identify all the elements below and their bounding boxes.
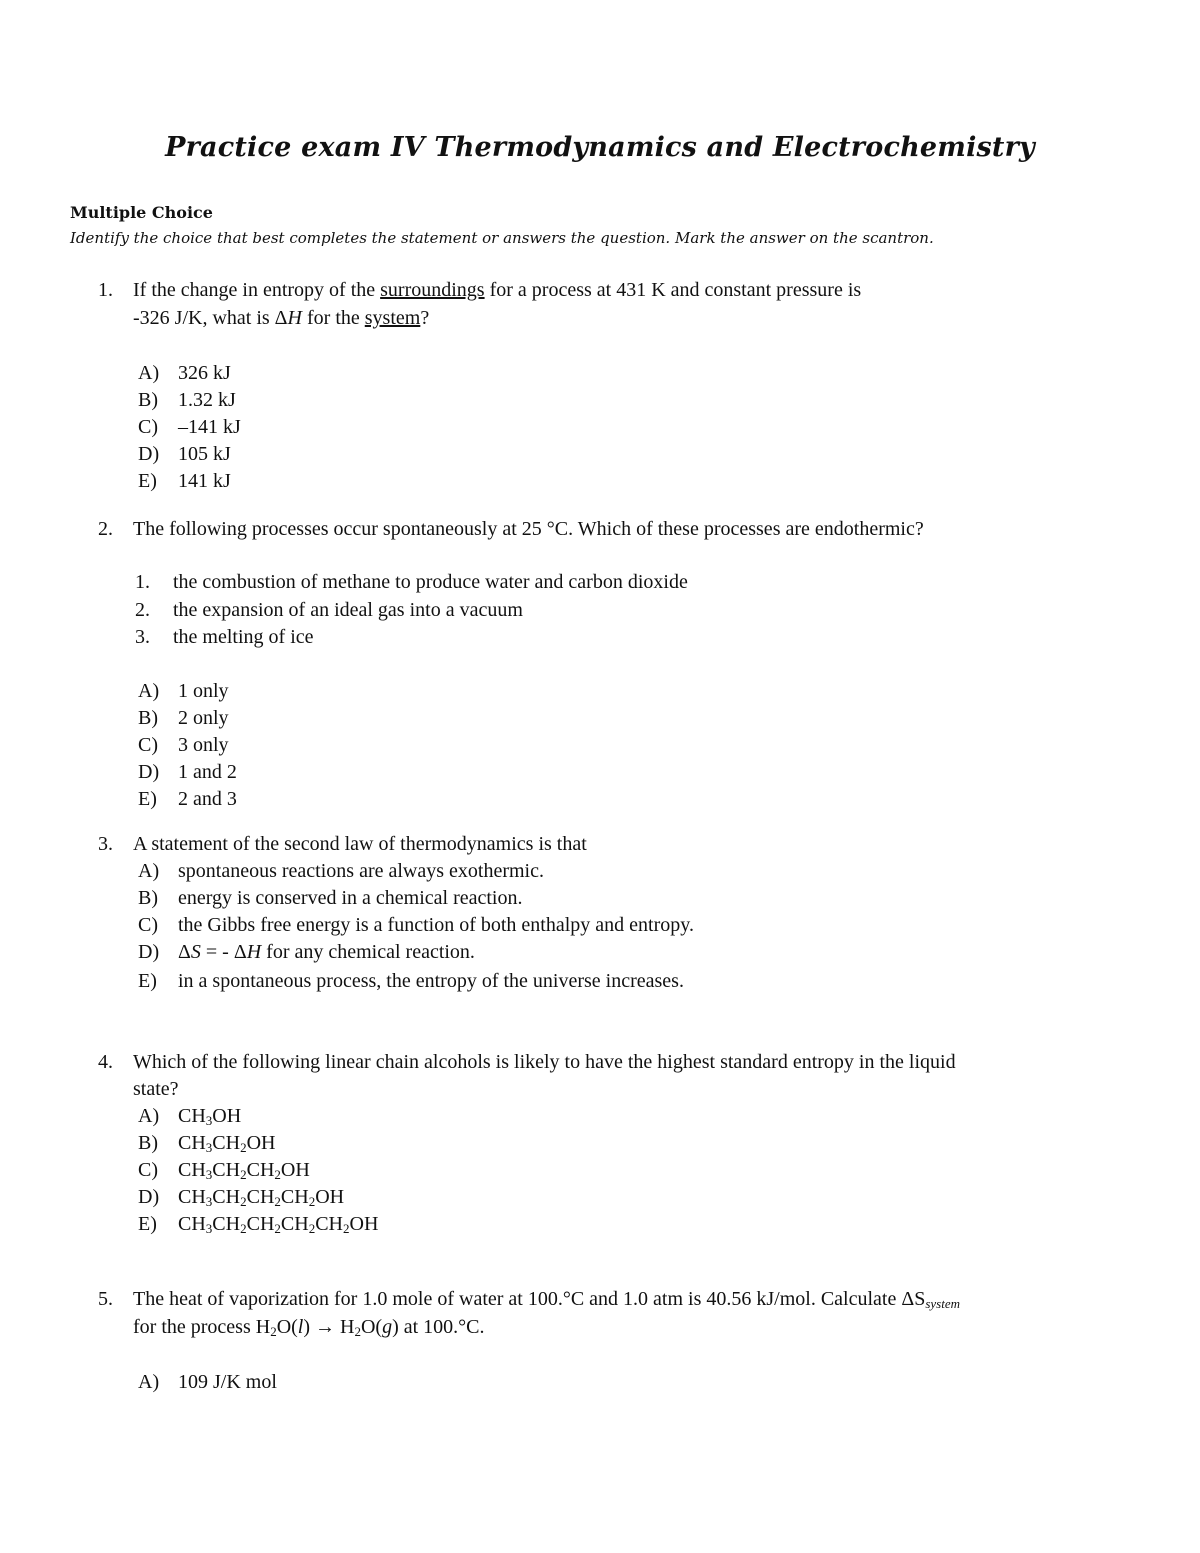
list-item: 3. the melting of ice xyxy=(135,626,314,648)
underlined-term: surroundings xyxy=(380,279,485,301)
answer-option-c[interactable]: C) the Gibbs free energy is a function of both enthalpy and entropy. xyxy=(138,914,694,936)
answer-option-a[interactable]: A) 1 only xyxy=(138,680,229,702)
question-number: 2. xyxy=(98,518,113,540)
answer-option-d[interactable]: D) ΔS = - ΔH for any chemical reaction. xyxy=(138,941,475,963)
question-text: Which of the following linear chain alcohols is likely to have the highest standard entropy in the liquid xyxy=(133,1051,956,1073)
answer-option-b[interactable]: B) 2 only xyxy=(138,707,229,729)
chemical-formula: $CH_3CH_2OH$ xyxy=(178,1132,276,1155)
question-number: 5. xyxy=(98,1288,113,1310)
section-heading: Multiple Choice xyxy=(70,203,213,222)
underlined-term: system xyxy=(364,307,421,329)
question-number: 1. xyxy=(98,279,113,301)
answer-option-b[interactable]: B) 1.32 kJ xyxy=(138,389,236,411)
chemical-formula: $CH_3CH_2CH_2OH$ xyxy=(178,1159,310,1182)
answer-option-c[interactable]: C) 3 only xyxy=(138,734,229,756)
section-instructions: Identify the choice that best completes the statement or answers the question. Mark the answer on the scantron. xyxy=(70,229,934,247)
chemical-formula: $CH_3CH_2CH_2CH_2OH$ xyxy=(178,1186,345,1209)
question-text: A statement of the second law of thermodynamics is that xyxy=(133,833,587,855)
answer-option-c[interactable]: C) –141 kJ xyxy=(138,416,241,438)
answer-option-a[interactable]: A) $CH_3OH$ xyxy=(138,1105,242,1128)
chemical-formula: $CH_3CH_2CH_2CH_2CH_2OH$ xyxy=(178,1213,379,1236)
answer-option-e[interactable]: E) 2 and 3 xyxy=(138,788,237,810)
chemical-formula: $CH_3OH$ xyxy=(178,1105,242,1128)
question-text: If the change in entropy of the surroundings for a process at 431 K and constant pressure is xyxy=(133,279,862,301)
answer-option-e[interactable]: E) 141 kJ xyxy=(138,470,231,492)
answer-option-c[interactable]: C) $CH_3CH_2CH_2OH$ xyxy=(138,1159,310,1182)
answer-option-b[interactable]: B) energy is conserved in a chemical reaction. xyxy=(138,887,523,909)
answer-option-e[interactable]: E) in a spontaneous process, the entropy of the universe increases. xyxy=(138,970,684,992)
answer-option-a[interactable]: A) 326 kJ xyxy=(138,362,231,384)
answer-option-e[interactable]: E) $CH_3CH_2CH_2CH_2CH_2OH$ xyxy=(138,1213,379,1236)
answer-option-d[interactable]: D) 1 and 2 xyxy=(138,761,237,783)
question-text: The following processes occur spontaneously at 25 °C. Which of these processes are endothermic? xyxy=(133,518,924,540)
answer-option-a[interactable]: A) 109 J/K mol xyxy=(138,1371,277,1393)
question-text: for the process $H_2O(l) \to H_2O(g)$ at 100.°C. xyxy=(133,1316,485,1339)
answer-option-d[interactable]: D) 105 kJ xyxy=(138,443,231,465)
answer-option-b[interactable]: B) $CH_3CH_2OH$ xyxy=(138,1132,276,1155)
list-item: 2. the expansion of an ideal gas into a vacuum xyxy=(135,599,523,621)
question-text: -326 J/K, what is ΔH for the system? xyxy=(133,307,430,329)
question-number: 3. xyxy=(98,833,113,855)
question-number: 4. xyxy=(98,1051,113,1073)
page-title: Practice exam IV Thermodynamics and Electrochemistry xyxy=(165,132,1035,163)
question-text: The heat of vaporization for 1.0 mole of water at 100.°C and 1.0 atm is 40.56 kJ/mol. Calculate $\Delta S_{system}$ xyxy=(133,1288,961,1311)
question-text: state? xyxy=(133,1078,179,1100)
answer-option-d[interactable]: D) $CH_3CH_2CH_2CH_2OH$ xyxy=(138,1186,345,1209)
list-item: 1. the combustion of methane to produce water and carbon dioxide xyxy=(135,571,688,593)
answer-option-a[interactable]: A) spontaneous reactions are always exothermic. xyxy=(138,860,544,882)
